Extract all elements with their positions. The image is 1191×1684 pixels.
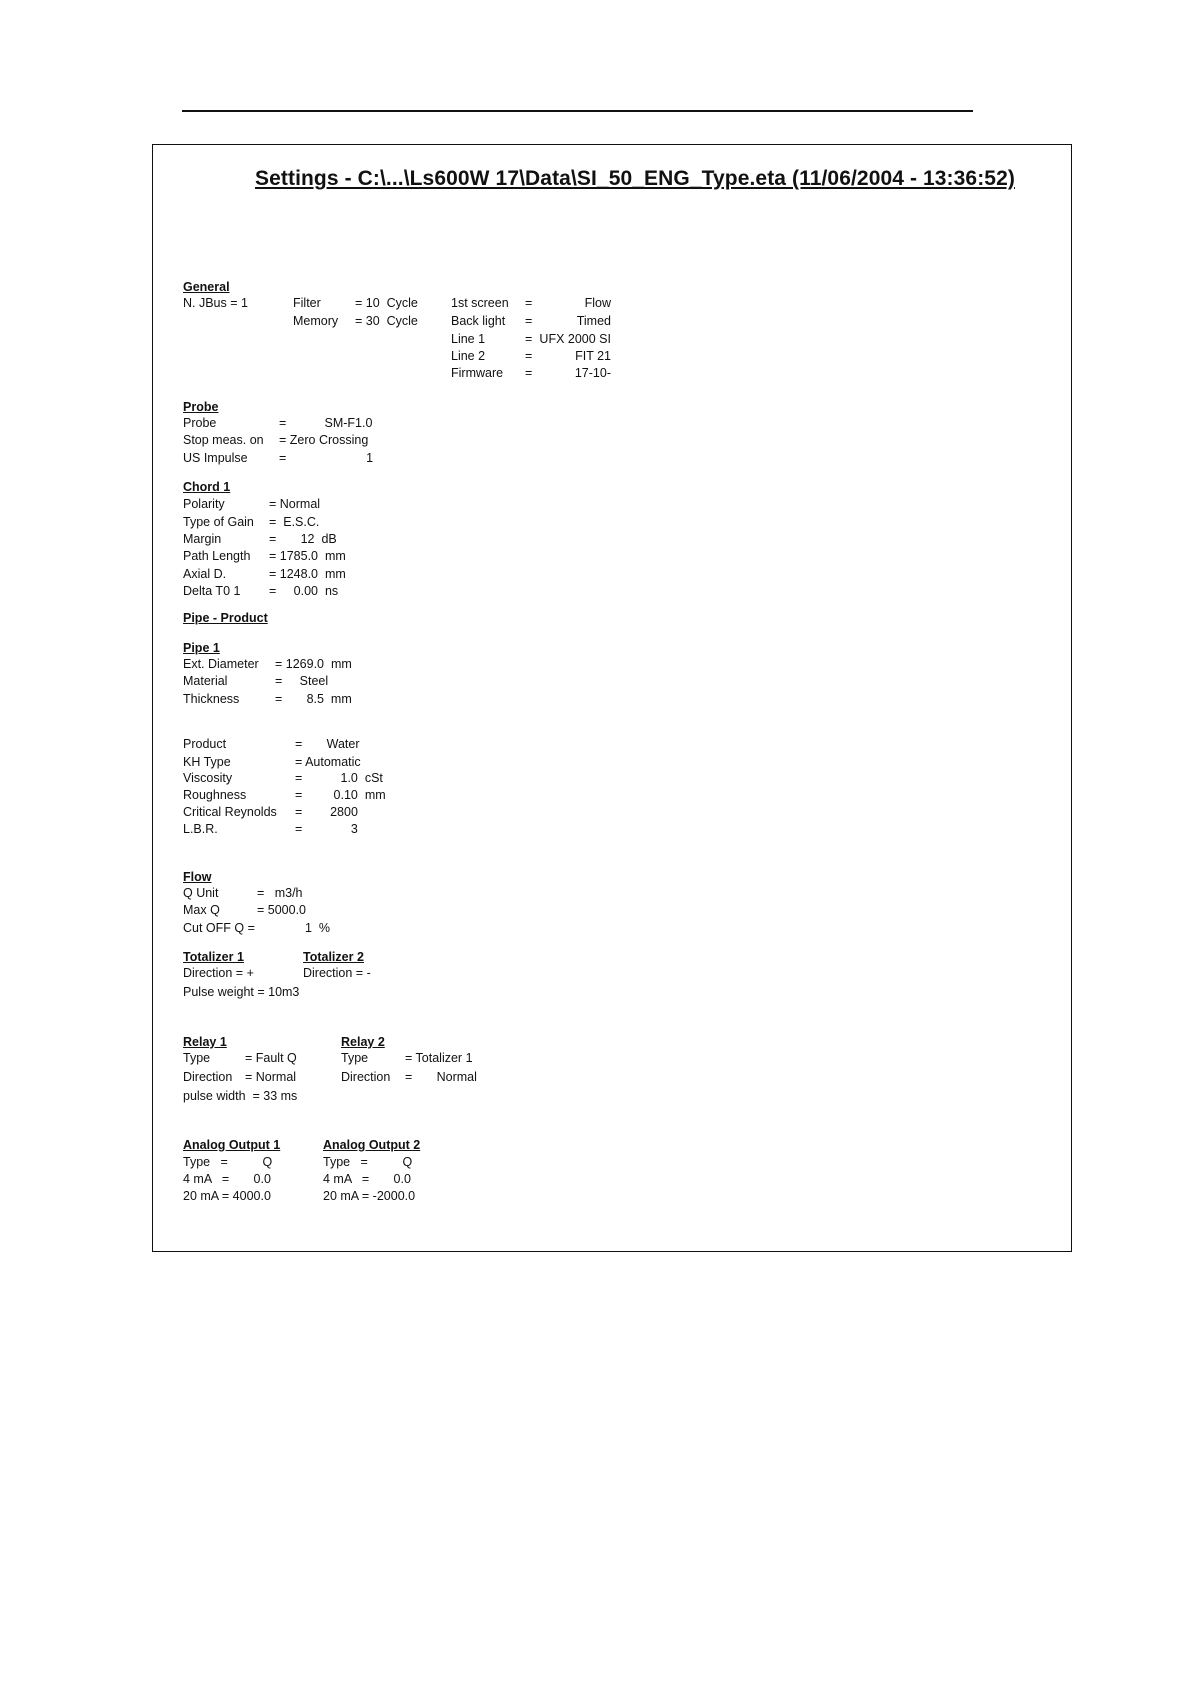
chord-label: Polarity (183, 497, 225, 511)
chord-heading: Chord 1 (183, 480, 231, 494)
totalizer2-direction: Direction = - (303, 966, 371, 980)
product-label: Roughness (183, 788, 247, 802)
pipe-label: Material (183, 674, 228, 688)
relay2-direction-label: Direction (341, 1070, 391, 1084)
relay1-pulse-width: pulse width = 33 ms (183, 1089, 298, 1103)
pipe-label: Ext. Diameter (183, 657, 259, 671)
analog1-heading: Analog Output 1 (183, 1138, 281, 1152)
relay2-direction-value: = Normal (405, 1070, 477, 1084)
chord-value: = 1785.0 mm (269, 549, 346, 563)
chord-label: Path Length (183, 549, 251, 563)
relay2-heading: Relay 2 (341, 1035, 385, 1049)
back-light-value: Timed (576, 314, 611, 328)
product-value: = 3 (295, 822, 358, 836)
jbus-value: N. JBus = 1 (183, 296, 248, 310)
product-label: Critical Reynolds (183, 805, 277, 819)
analog2-row: 20 mA = -2000.0 (323, 1189, 416, 1203)
relay1-direction-value: = Normal (245, 1070, 297, 1084)
product-value: = 2800 (295, 805, 358, 819)
flow-value: 1 % (305, 921, 331, 935)
chord-label: Axial D. (183, 567, 227, 581)
line2-value: FIT 21 (575, 349, 611, 363)
flow-label: Cut OFF Q = (183, 921, 255, 935)
probe-label: Probe (183, 416, 217, 430)
line2-eq: = (525, 349, 533, 363)
pipe-value: = 8.5 mm (275, 692, 352, 706)
memory-value: = 30 Cycle (355, 314, 418, 328)
totalizer1-heading: Totalizer 1 (183, 950, 244, 964)
first-screen-label: 1st screen (451, 296, 509, 310)
flow-value: = 5000.0 (257, 903, 307, 917)
pipe-product-heading: Pipe - Product (183, 611, 268, 625)
analog2-row: Type = Q (323, 1155, 413, 1169)
header-rule (182, 110, 973, 112)
pulse-weight: Pulse weight = 10m3 (183, 985, 300, 999)
chord-value: = 12 dB (269, 532, 337, 546)
analog1-row: Type = Q (183, 1155, 273, 1169)
memory-label: Memory (293, 314, 339, 328)
pipe-heading: Pipe 1 (183, 641, 220, 655)
chord-value: = 0.00 ns (269, 584, 339, 598)
totalizer1-direction: Direction = + (183, 966, 254, 980)
chord-label: Delta T0 1 (183, 584, 241, 598)
chord-label: Type of Gain (183, 515, 254, 529)
settings-report-frame (152, 144, 1072, 1252)
probe-heading: Probe (183, 400, 219, 414)
flow-heading: Flow (183, 870, 212, 884)
relay1-type-label: Type (183, 1051, 211, 1065)
line1-value: UFX 2000 SI (539, 332, 611, 346)
pipe-value: = Steel (275, 674, 329, 688)
flow-label: Q Unit (183, 886, 219, 900)
us-impulse-value: = 1 (279, 451, 374, 465)
analog1-row: 20 mA = 4000.0 (183, 1189, 271, 1203)
first-screen-value: Flow (584, 296, 611, 310)
analog1-row: 4 mA = 0.0 (183, 1172, 271, 1186)
line2-label: Line 2 (451, 349, 486, 363)
chord-value: = Normal (269, 497, 321, 511)
relay1-direction-label: Direction (183, 1070, 233, 1084)
first-screen-eq: = (525, 296, 533, 310)
firmware-value: 17-10- (574, 366, 611, 380)
pipe-label: Thickness (183, 692, 240, 706)
analog2-row: 4 mA = 0.0 (323, 1172, 411, 1186)
product-label: Viscosity (183, 771, 233, 785)
product-label: KH Type (183, 755, 231, 769)
relay1-type-value: = Fault Q (245, 1051, 297, 1065)
firmware-eq: = (525, 366, 533, 380)
general-heading: General (183, 280, 230, 294)
line1-eq: = (525, 332, 533, 346)
line1-label: Line 1 (451, 332, 486, 346)
product-value: = Automatic (295, 755, 361, 769)
flow-label: Max Q (183, 903, 220, 917)
relay2-type-value: = Totalizer 1 (405, 1051, 473, 1065)
report-title: Settings - C:\...\Ls600W 17\Data\SI_50_ENG_Type.eta (11/06/2004 - 13:36:52) (255, 167, 1015, 190)
totalizer2-heading: Totalizer 2 (303, 950, 364, 964)
relay2-type-label: Type (341, 1051, 369, 1065)
product-value: = Water (295, 737, 360, 751)
product-value: = 0.10 mm (295, 788, 386, 802)
chord-label: Margin (183, 532, 222, 546)
relay1-heading: Relay 1 (183, 1035, 227, 1049)
product-label: Product (183, 737, 227, 751)
filter-value: = 10 Cycle (355, 296, 418, 310)
flow-value: = m3/h (257, 886, 303, 900)
product-value: = 1.0 cSt (295, 771, 383, 785)
firmware-label: Firmware (451, 366, 504, 380)
filter-label: Filter (293, 296, 321, 310)
back-light-label: Back light (451, 314, 506, 328)
stop-meas-label: Stop meas. on (183, 433, 264, 447)
analog2-heading: Analog Output 2 (323, 1138, 421, 1152)
probe-value: = SM-F1.0 (279, 416, 373, 430)
back-light-eq: = (525, 314, 533, 328)
product-label: L.B.R. (183, 822, 218, 836)
chord-value: = 1248.0 mm (269, 567, 346, 581)
stop-meas-value: = Zero Crossing (279, 433, 369, 447)
pipe-value: = 1269.0 mm (275, 657, 352, 671)
us-impulse-label: US Impulse (183, 451, 248, 465)
chord-value: = E.S.C. (269, 515, 320, 529)
